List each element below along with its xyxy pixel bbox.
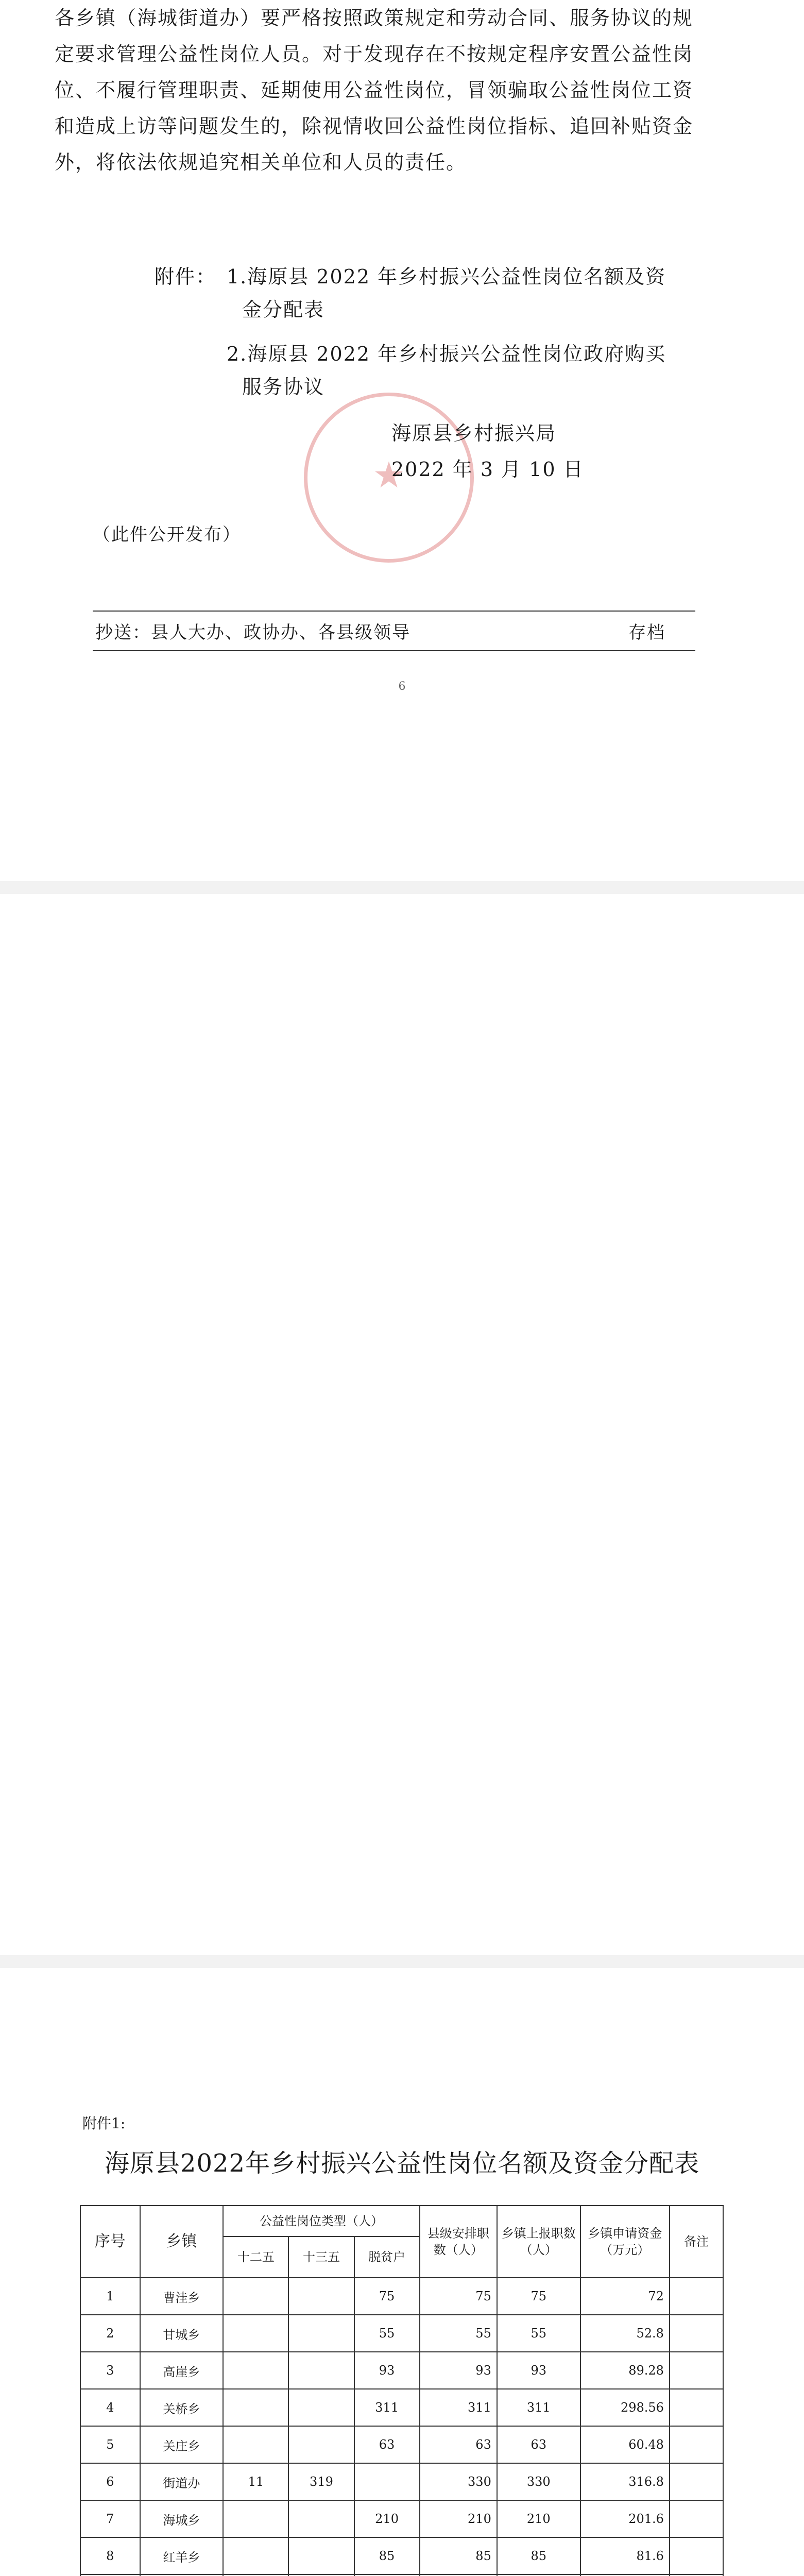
cell-seq: 6 <box>80 2463 140 2500</box>
issuer-name: 海原县乡村振兴局 <box>391 422 557 445</box>
cell-county-total: 210 <box>420 2500 497 2537</box>
cell-township-report: 75 <box>497 2278 580 2315</box>
cell-remark <box>670 2426 723 2463</box>
cell-type-poor <box>354 2463 420 2500</box>
cell-remark <box>670 2315 723 2352</box>
cell-township-report: 63 <box>497 2426 580 2463</box>
issue-date: 2022 年 3 月 10 日 <box>391 458 584 481</box>
cell-remark <box>670 2278 723 2315</box>
page-number: 6 <box>398 680 406 693</box>
header-county-total: 县级安排职数（人） <box>420 2206 497 2278</box>
cell-township-report: 55 <box>497 2315 580 2352</box>
cell-township: 关桥乡 <box>140 2389 224 2426</box>
cell-township-report: 330 <box>497 2463 580 2500</box>
cell-type-13 <box>288 2389 354 2426</box>
attachments-prefix: 附件： <box>155 265 217 288</box>
cell-type-poor: 93 <box>354 2352 420 2389</box>
header-type-poor: 脱贫户 <box>354 2236 420 2278</box>
cell-seq: 2 <box>80 2315 140 2352</box>
cell-type-13 <box>288 2426 354 2463</box>
cell-type-12 <box>223 2278 288 2315</box>
cell-type-13 <box>288 2315 354 2352</box>
cell-county-total: 330 <box>420 2463 497 2500</box>
cell-remark <box>670 2389 723 2426</box>
cell-township: 甘城乡 <box>140 2315 224 2352</box>
table-row <box>80 2315 723 2352</box>
blank-page <box>0 894 804 1955</box>
cell-funds: 298.56 <box>580 2389 670 2426</box>
cell-type-12 <box>223 2537 288 2574</box>
header-type-12: 十二五 <box>223 2236 288 2278</box>
cell-township: 关庄乡 <box>140 2426 224 2463</box>
cell-type-poor: 63 <box>354 2426 420 2463</box>
cell-seq: 8 <box>80 2537 140 2574</box>
document-page-annex <box>0 1968 804 2576</box>
cell-remark <box>670 2463 723 2500</box>
cell-type-poor: 55 <box>354 2315 420 2352</box>
table-row <box>80 2278 723 2315</box>
cell-township: 红羊乡 <box>140 2537 224 2574</box>
attachment-line-2: 金分配表 <box>242 298 325 321</box>
cell-township-report: 85 <box>497 2537 580 2574</box>
cell-type-poor: 85 <box>354 2537 420 2574</box>
cell-funds: 52.8 <box>580 2315 670 2352</box>
cell-type-13 <box>288 2500 354 2537</box>
cell-funds: 201.6 <box>580 2500 670 2537</box>
cell-type-poor: 311 <box>354 2389 420 2426</box>
cell-remark <box>670 2537 723 2574</box>
cell-township: 曹洼乡 <box>140 2278 224 2315</box>
cell-remark <box>670 2500 723 2537</box>
disclosure-note: （此件公开发布） <box>93 524 241 545</box>
document-page-1 <box>0 0 804 881</box>
cell-remark <box>670 2352 723 2389</box>
allocation-table <box>80 2205 724 2576</box>
cell-seq: 1 <box>80 2278 140 2315</box>
cell-seq: 3 <box>80 2352 140 2389</box>
cell-funds: 72 <box>580 2278 670 2315</box>
cc-top-rule <box>93 611 695 612</box>
cell-type-13 <box>288 2537 354 2574</box>
cell-funds: 81.6 <box>580 2537 670 2574</box>
cell-type-12 <box>223 2500 288 2537</box>
cell-township: 街道办 <box>140 2463 224 2500</box>
header-types-group: 公益性岗位类型（人） <box>223 2206 419 2236</box>
cell-township-report: 311 <box>497 2389 580 2426</box>
header-township-report: 乡镇上报职数（人） <box>497 2206 580 2278</box>
body-paragraph: 各乡镇（海城街道办）要严格按照政策规定和劳动合同、服务协议的规定要求管理公益性岗位人员。对于发现存在不按规定程序安置公益性岗位、不履行管理职责、延期使用公益性岗位，冒领骗取公益性岗位工资和造成上访等问题发生的，除视情收回公益性岗位指标、追回补贴资金外，将依法依规追究相关单位和人员的责任。 <box>55 7 694 174</box>
header-type-13: 十三五 <box>288 2236 354 2278</box>
annex-label: 附件1: <box>82 2115 126 2132</box>
cell-type-13 <box>288 2352 354 2389</box>
cell-funds: 60.48 <box>580 2426 670 2463</box>
seal-star-icon: ★ <box>372 454 405 496</box>
cell-county-total: 75 <box>420 2278 497 2315</box>
attachment-line-4: 服务协议 <box>242 376 325 398</box>
cell-type-12 <box>223 2315 288 2352</box>
attachment-line-3: 2.海原县 2022 年乡村振兴公益性岗位政府购买 <box>227 343 666 365</box>
cell-type-poor: 75 <box>354 2278 420 2315</box>
attachment-line-1: 1.海原县 2022 年乡村振兴公益性岗位名额及资 <box>227 265 666 288</box>
cell-township: 高崖乡 <box>140 2352 224 2389</box>
header-remark: 备注 <box>670 2206 723 2278</box>
cell-type-13 <box>288 2278 354 2315</box>
header-township: 乡镇 <box>140 2206 224 2278</box>
cell-funds: 316.8 <box>580 2463 670 2500</box>
file-note: 存档 <box>628 622 665 643</box>
header-seq: 序号 <box>80 2206 140 2278</box>
cell-seq: 4 <box>80 2389 140 2426</box>
cell-seq: 7 <box>80 2500 140 2537</box>
cell-type-poor: 210 <box>354 2500 420 2537</box>
cell-type-12: 11 <box>223 2463 288 2500</box>
table-row <box>80 2389 723 2426</box>
cell-type-12 <box>223 2389 288 2426</box>
cell-county-total: 85 <box>420 2537 497 2574</box>
header-funds: 乡镇申请资金（万元） <box>580 2206 670 2278</box>
cell-type-12 <box>223 2426 288 2463</box>
table-row <box>80 2463 723 2500</box>
cell-type-12 <box>223 2352 288 2389</box>
table-row <box>80 2500 723 2537</box>
table-row <box>80 2537 723 2574</box>
cc-bottom-rule <box>93 650 695 651</box>
cell-funds: 89.28 <box>580 2352 670 2389</box>
cell-county-total: 55 <box>420 2315 497 2352</box>
cell-county-total: 311 <box>420 2389 497 2426</box>
cell-county-total: 63 <box>420 2426 497 2463</box>
cell-type-13: 319 <box>288 2463 354 2500</box>
cell-township-report: 210 <box>497 2500 580 2537</box>
table-title: 海原县2022年乡村振兴公益性岗位名额及资金分配表 <box>104 2149 700 2178</box>
cell-county-total: 93 <box>420 2352 497 2389</box>
table-row <box>80 2352 723 2389</box>
table-row <box>80 2426 723 2463</box>
cell-township: 海城乡 <box>140 2500 224 2537</box>
cell-township-report: 93 <box>497 2352 580 2389</box>
cell-seq: 5 <box>80 2426 140 2463</box>
cc-recipients: 抄送：县人大办、政协办、各县级领导 <box>95 622 410 643</box>
